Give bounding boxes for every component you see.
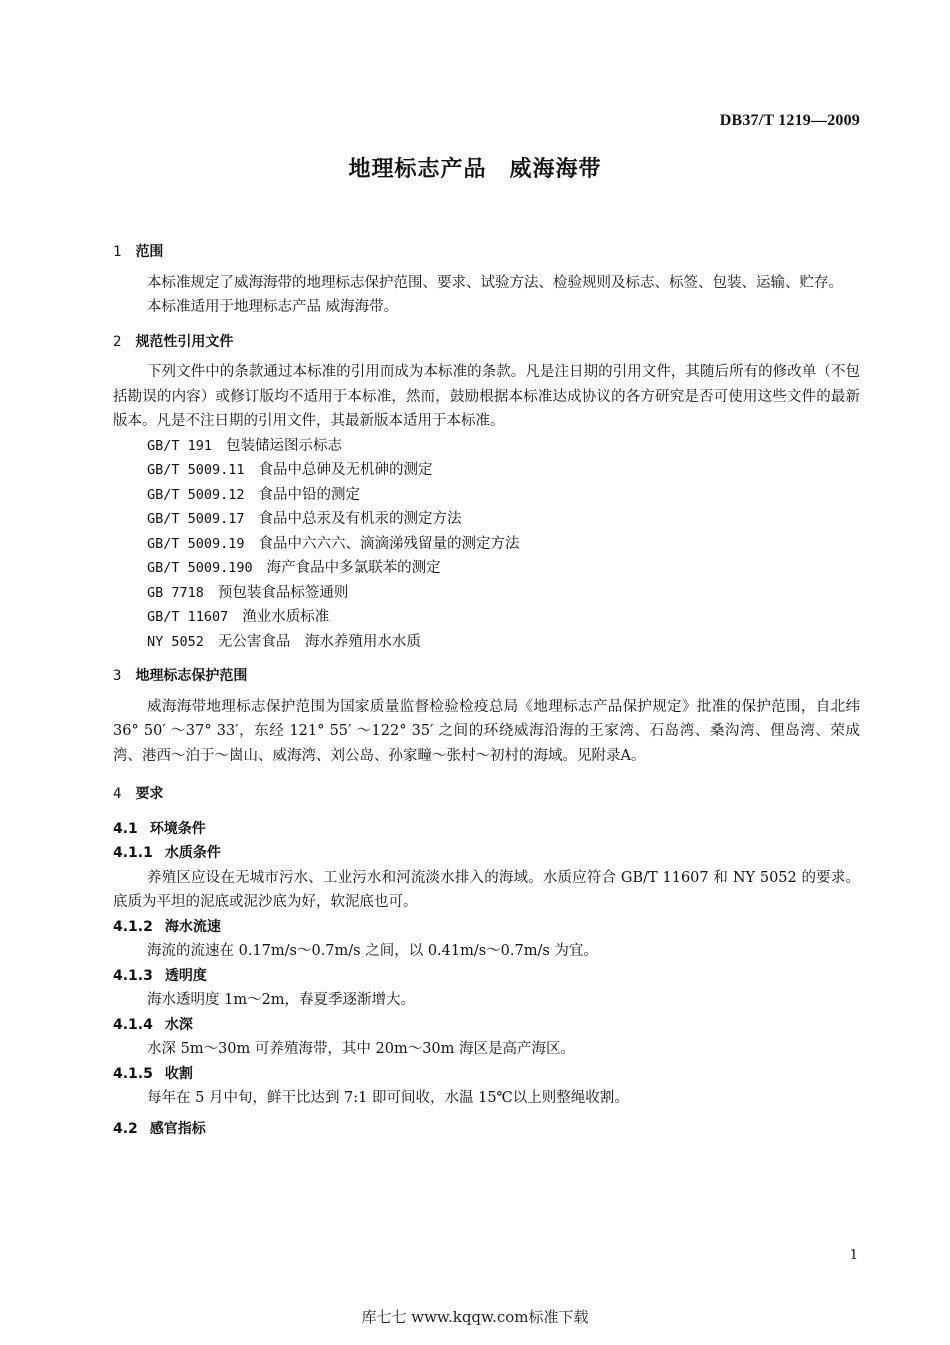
- document-body: [113, 240, 860, 1141]
- reference-item: [113, 483, 860, 508]
- section-number: 3: [113, 668, 122, 684]
- subsection-title: 感官指标: [149, 1120, 206, 1137]
- subsection-4-1-1-heading: [113, 841, 860, 866]
- reference-title: 食品中总汞及有机汞的测定方法: [258, 511, 462, 527]
- subsection-number: 4.1.5: [113, 1065, 153, 1082]
- reference-item: [113, 458, 860, 483]
- subsection-4-1-4-heading: [113, 1013, 860, 1038]
- section-title: 规范性引用文件: [135, 333, 234, 350]
- subsection-title: 海水流速: [164, 918, 221, 935]
- section-3-paragraph: 威海海带地理标志保护范围为国家质量监督检验检疫总局《地理标志产品保护规定》批准的保护范围，自北纬 36° 50′ ～37° 33′，东经 121° 55′ ～122° 35′ 之间的环绕威海沿海的王家湾、石岛湾、桑沟湾、俚岛湾、荣成湾、港西～泊于～崮山、威海湾、刘公岛、孙家疃～张村～初村的海域。见附录A。: [113, 698, 860, 764]
- subsection-title: 水深: [164, 1016, 193, 1033]
- reference-code: GB/T 5009.190: [147, 560, 253, 576]
- reference-item: [113, 556, 860, 581]
- reference-title: 渔业水质标准: [242, 609, 330, 625]
- subsection-4-2-heading: [113, 1117, 860, 1142]
- standard-code: DB37/T 1219—2009: [719, 112, 860, 129]
- subsection-number: 4.1.4: [113, 1016, 153, 1033]
- section-title: 地理标志保护范围: [135, 668, 248, 684]
- page-number: 1: [849, 1248, 858, 1263]
- subsection-4-1-2-paragraph: 海流的流速在 0.17m/s～0.7m/s 之间，以 0.41m/s～0.7m/s 为宜。: [147, 943, 598, 959]
- section-number: 2: [113, 333, 122, 350]
- reference-item: [113, 532, 860, 557]
- reference-code: GB/T 5009.12: [147, 486, 245, 503]
- reference-code: GB/T 5009.11: [147, 462, 245, 478]
- subsection-title: 收割: [164, 1065, 193, 1082]
- subsection-title: 水质条件: [164, 845, 221, 861]
- reference-item: [113, 507, 860, 532]
- section-1-heading: [113, 240, 860, 265]
- reference-item: [113, 605, 860, 630]
- reference-code: GB 7718: [147, 584, 204, 601]
- reference-title: 预包装食品标签通则: [217, 584, 349, 601]
- reference-title: 食品中铅的测定: [258, 486, 361, 503]
- reference-item: [113, 581, 860, 606]
- section-2-heading: [113, 330, 860, 355]
- reference-title: 无公害食品 海水养殖用水水质: [217, 633, 421, 650]
- reference-title: 食品中总砷及无机砷的测定: [258, 462, 433, 478]
- subsection-4-1-heading: [113, 817, 860, 842]
- subsection-title: 透明度: [164, 967, 207, 984]
- section-number: 1: [113, 244, 122, 260]
- section-3-heading: [113, 664, 860, 689]
- subsection-4-1-3-heading: [113, 964, 860, 989]
- section-title: 范围: [135, 244, 164, 260]
- reference-code: GB/T 11607: [147, 609, 229, 625]
- footer-watermark: 库七七 www.kqqw.com标准下载: [361, 1308, 589, 1326]
- subsection-title: 环境条件: [149, 820, 206, 837]
- reference-code: GB/T 5009.17: [147, 511, 245, 527]
- subsection-4-1-5-heading: [113, 1062, 860, 1087]
- reference-title: 包装储运图示标志: [226, 437, 343, 454]
- document-title: 地理标志产品 威海海带: [348, 157, 602, 182]
- subsection-4-1-4-paragraph: 水深 5m～30m 可养殖海带，其中 20m～30m 海区是高产海区。: [147, 1041, 576, 1057]
- subsection-number: 4.1: [113, 820, 138, 837]
- reference-title: 海产食品中多氯联苯的测定: [266, 560, 441, 576]
- reference-code: GB/T 5009.19: [147, 535, 245, 552]
- subsection-number: 4.1.3: [113, 967, 153, 984]
- subsection-4-1-5-paragraph: 每年在 5 月中旬，鲜干比达到 7:1 即可间收，水温 15℃以上则整绳收割。: [147, 1090, 629, 1106]
- subsection-4-1-1-paragraph: 养殖区应设在无城市污水、工业污水和河流淡水排入的海域。水质应符合 GB/T 11607 和 NY 5052 的要求。底质为平坦的泥底或泥沙底为好，软泥底也可。: [113, 869, 860, 910]
- section-4-heading: [113, 782, 860, 807]
- reference-title: 食品中六六六、滴滴涕残留量的测定方法: [258, 535, 520, 552]
- reference-item: [113, 630, 860, 655]
- section-number: 4: [113, 786, 122, 802]
- section-1-paragraph-2: 本标准适用于地理标志产品 威海海带。: [147, 299, 399, 315]
- subsection-number: 4.1.1: [113, 845, 153, 861]
- reference-code: NY 5052: [147, 633, 204, 650]
- section-title: 要求: [135, 786, 164, 802]
- reference-code: GB/T 191: [147, 437, 213, 454]
- section-2-paragraph: 下列文件中的条款通过本标准的引用而成为本标准的条款。凡是注日期的引用文件，其随后所有的修改单（不包括勘误的内容）或修订版均不适用于本标准，然而，鼓励根据本标准达成协议的各方研究是否可使用这些文件的最新版本。凡是不注日期的引用文件，其最新版本适用于本标准。: [113, 364, 860, 429]
- subsection-number: 4.2: [113, 1120, 138, 1137]
- subsection-4-1-3-paragraph: 海水透明度 1m～2m，春夏季逐渐增大。: [147, 992, 416, 1008]
- section-1-paragraph-1: 本标准规定了威海海带的地理标志保护范围、要求、试验方法、检验规则及标志、标签、包装、运输、贮存。: [147, 274, 843, 291]
- subsection-number: 4.1.2: [113, 918, 153, 935]
- reference-item: [113, 434, 860, 459]
- subsection-4-1-2-heading: [113, 915, 860, 940]
